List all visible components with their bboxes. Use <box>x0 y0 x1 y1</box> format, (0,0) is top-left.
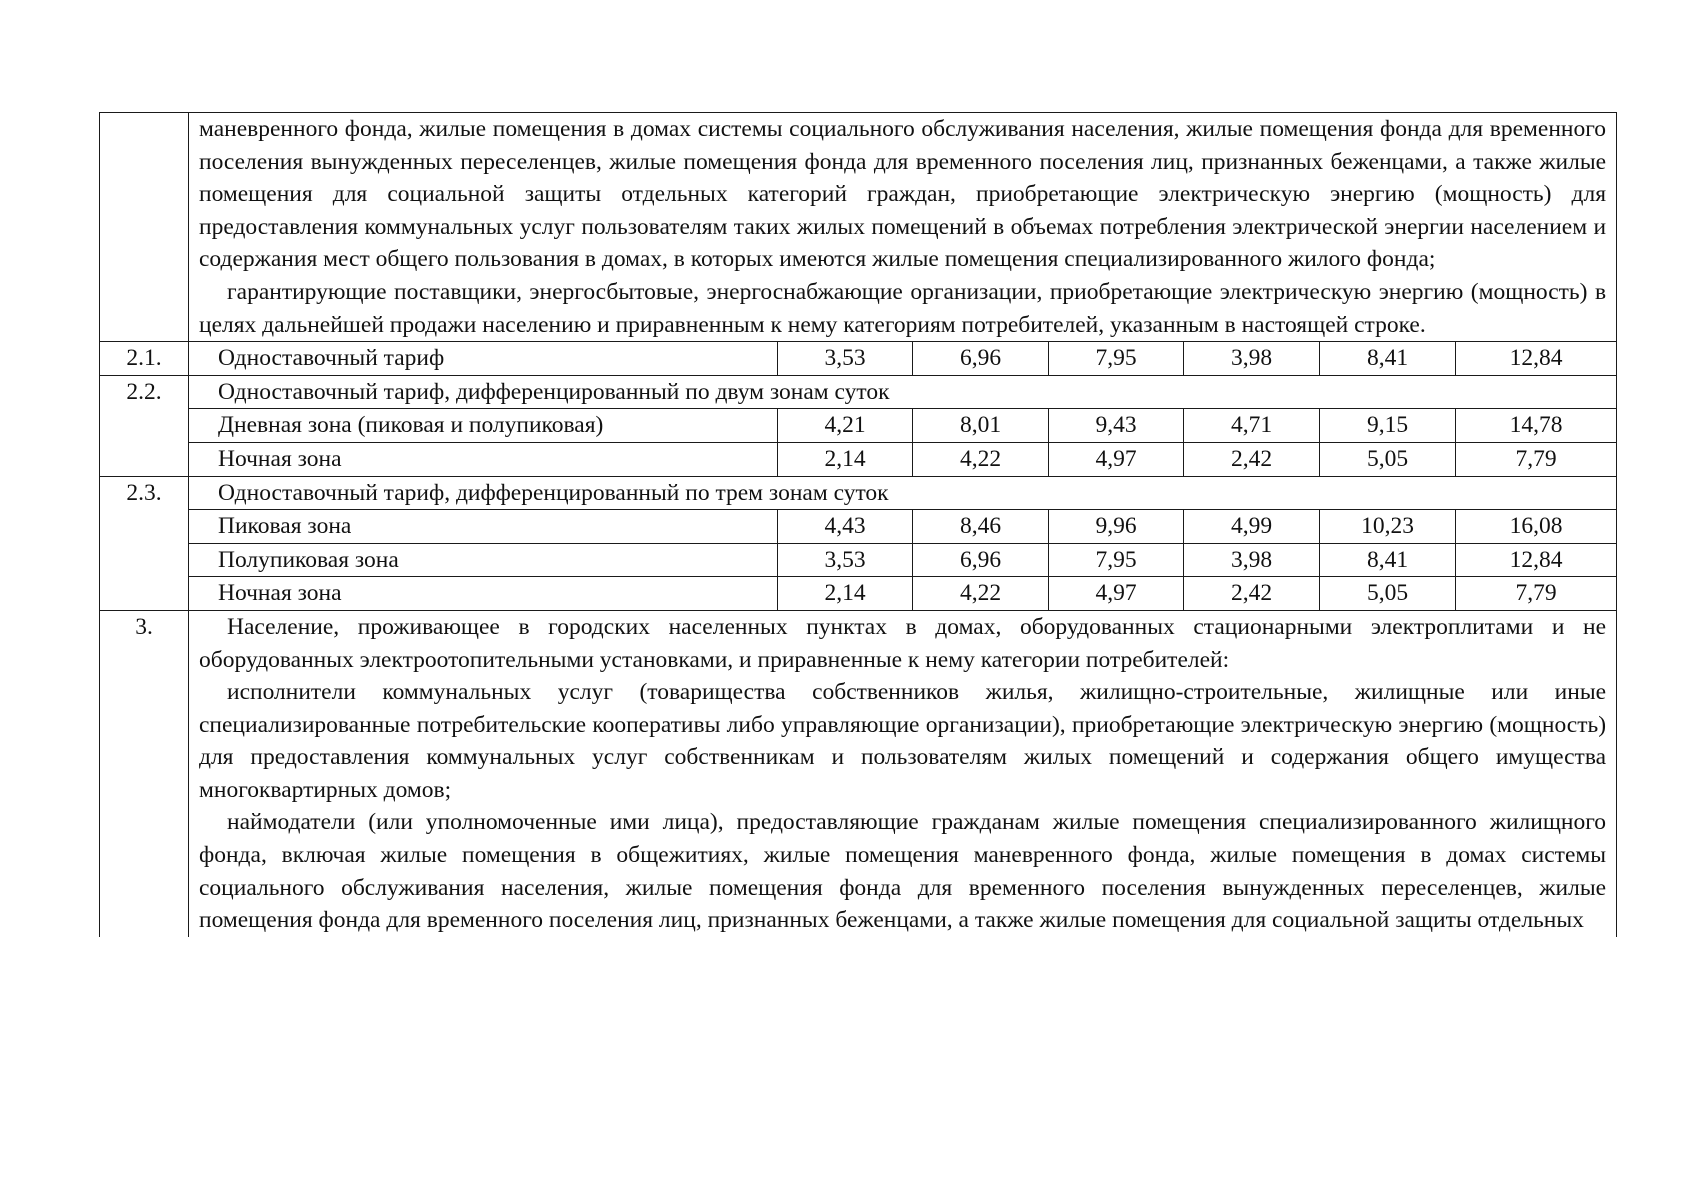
tariff-value: 9,96 <box>1049 510 1184 544</box>
tariff-value: 5,05 <box>1320 577 1456 611</box>
tariff-value: 3,53 <box>778 342 913 376</box>
tariff-value: 16,08 <box>1456 510 1617 544</box>
table-row <box>100 476 1617 510</box>
table-row <box>100 610 1617 936</box>
category-paragraph: Население, проживающее в городских населенных пунктах в домах, оборудованных стационарными электроплитами и не оборудованных электроотопительными установками, и приравненные к нему категории потребителей: <box>199 613 1607 673</box>
tariff-value: 10,23 <box>1320 510 1456 544</box>
tariff-value: 3,98 <box>1184 543 1320 577</box>
tariff-value: 7,95 <box>1049 543 1184 577</box>
continuation-paragraph: гарантирующие поставщики, энергосбытовые, энергоснабжающие организации, приобретающие электрическую энергию (мощность) в целях дальнейшей продажи населению и приравненным к нему категориям потребителей, указанным в настоящей строке. <box>199 278 1607 338</box>
continuation-paragraph: маневренного фонда, жилые помещения в домах системы социального обслуживания населения, жилые помещения фонда для временного поселения вынужденных переселенцев, жилые помещения фонда для временного поселения лиц, признанных беженцами, а также жилые помещения для социальной защиты отдельных категорий граждан, приобретающие электрическую энергию (мощность) для предоставления коммунальных услуг пользователям таких жилых помещений в объемах потребления электрической энергии населением и содержания мест общего пользования в домах, в которых имеются жилые помещения специализированного жилого фонда; <box>199 116 1607 273</box>
table-row <box>100 543 1617 577</box>
tariff-value: 9,15 <box>1320 409 1456 443</box>
row-label: Ночная зона <box>189 577 778 611</box>
tariff-value: 4,97 <box>1049 577 1184 611</box>
tariff-value: 4,21 <box>778 409 913 443</box>
tariff-value: 7,79 <box>1456 577 1617 611</box>
tariff-value: 4,97 <box>1049 442 1184 476</box>
category-paragraph: наймодатели (или уполномоченные ими лица), предоставляющие гражданам жилые помещения специализированного жилищного фонда, включая жилые помещения в общежитиях, жилые помещения маневренного фонда, жилые помещения в домах системы социального обслуживания населения, жилые помещения фонда для временного поселения вынужденных переселенцев, жилые помещения фонда для временного поселения лиц, признанных беженцами, а также жилые помещения для социальной защиты отдельных <box>199 809 1607 934</box>
table-row <box>100 342 1617 376</box>
tariff-value: 2,14 <box>778 577 913 611</box>
row-label: Полупиковая зона <box>189 543 778 577</box>
row-label: Одноставочный тариф <box>189 342 778 376</box>
table-row <box>100 442 1617 476</box>
tariff-value: 3,53 <box>778 543 913 577</box>
table-row-continuation <box>100 113 1617 342</box>
tariff-value: 6,96 <box>913 543 1049 577</box>
row-number: 2.1. <box>100 342 189 376</box>
category-text-cell <box>189 610 1617 936</box>
table-row <box>100 409 1617 443</box>
row-heading: Одноставочный тариф, дифференцированный по двум зонам суток <box>189 375 1617 409</box>
tariff-value: 4,43 <box>778 510 913 544</box>
tariff-value: 4,22 <box>913 442 1049 476</box>
row-label: Дневная зона (пиковая и полупиковая) <box>189 409 778 443</box>
tariff-value: 2,42 <box>1184 577 1320 611</box>
tariff-value: 8,46 <box>913 510 1049 544</box>
tariff-value: 12,84 <box>1456 543 1617 577</box>
tariff-value: 7,79 <box>1456 442 1617 476</box>
tariff-value: 2,14 <box>778 442 913 476</box>
continuation-text-cell <box>189 113 1617 342</box>
row-label: Ночная зона <box>189 442 778 476</box>
row-label: Пиковая зона <box>189 510 778 544</box>
row-number: 2.2. <box>100 375 189 476</box>
tariff-value: 12,84 <box>1456 342 1617 376</box>
tariff-value: 7,95 <box>1049 342 1184 376</box>
row-number-empty <box>100 113 189 342</box>
tariff-value: 2,42 <box>1184 442 1320 476</box>
tariff-value: 4,22 <box>913 577 1049 611</box>
table-row <box>100 577 1617 611</box>
row-number: 3. <box>100 610 189 936</box>
tariff-value: 4,99 <box>1184 510 1320 544</box>
row-number: 2.3. <box>100 476 189 610</box>
tariff-value: 8,41 <box>1320 543 1456 577</box>
table-row <box>100 375 1617 409</box>
tariff-value: 8,01 <box>913 409 1049 443</box>
row-heading: Одноставочный тариф, дифференцированный по трем зонам суток <box>189 476 1617 510</box>
tariff-value: 4,71 <box>1184 409 1320 443</box>
category-paragraph: исполнители коммунальных услуг (товарищества собственников жилья, жилищно-строительные, жилищные или иные специализированные потребительские кооперативы либо управляющие организации), приобретающие электрическую энергию (мощность) для предоставления коммунальных услуг собственникам и пользователям жилых помещений и содержания общего имущества многоквартирных домов; <box>199 679 1607 803</box>
tariff-value: 5,05 <box>1320 442 1456 476</box>
tariff-value: 6,96 <box>913 342 1049 376</box>
tariff-value: 14,78 <box>1456 409 1617 443</box>
tariff-value: 9,43 <box>1049 409 1184 443</box>
table-row <box>100 510 1617 544</box>
tariff-value: 8,41 <box>1320 342 1456 376</box>
tariff-value: 3,98 <box>1184 342 1320 376</box>
tariff-table <box>99 112 1617 937</box>
